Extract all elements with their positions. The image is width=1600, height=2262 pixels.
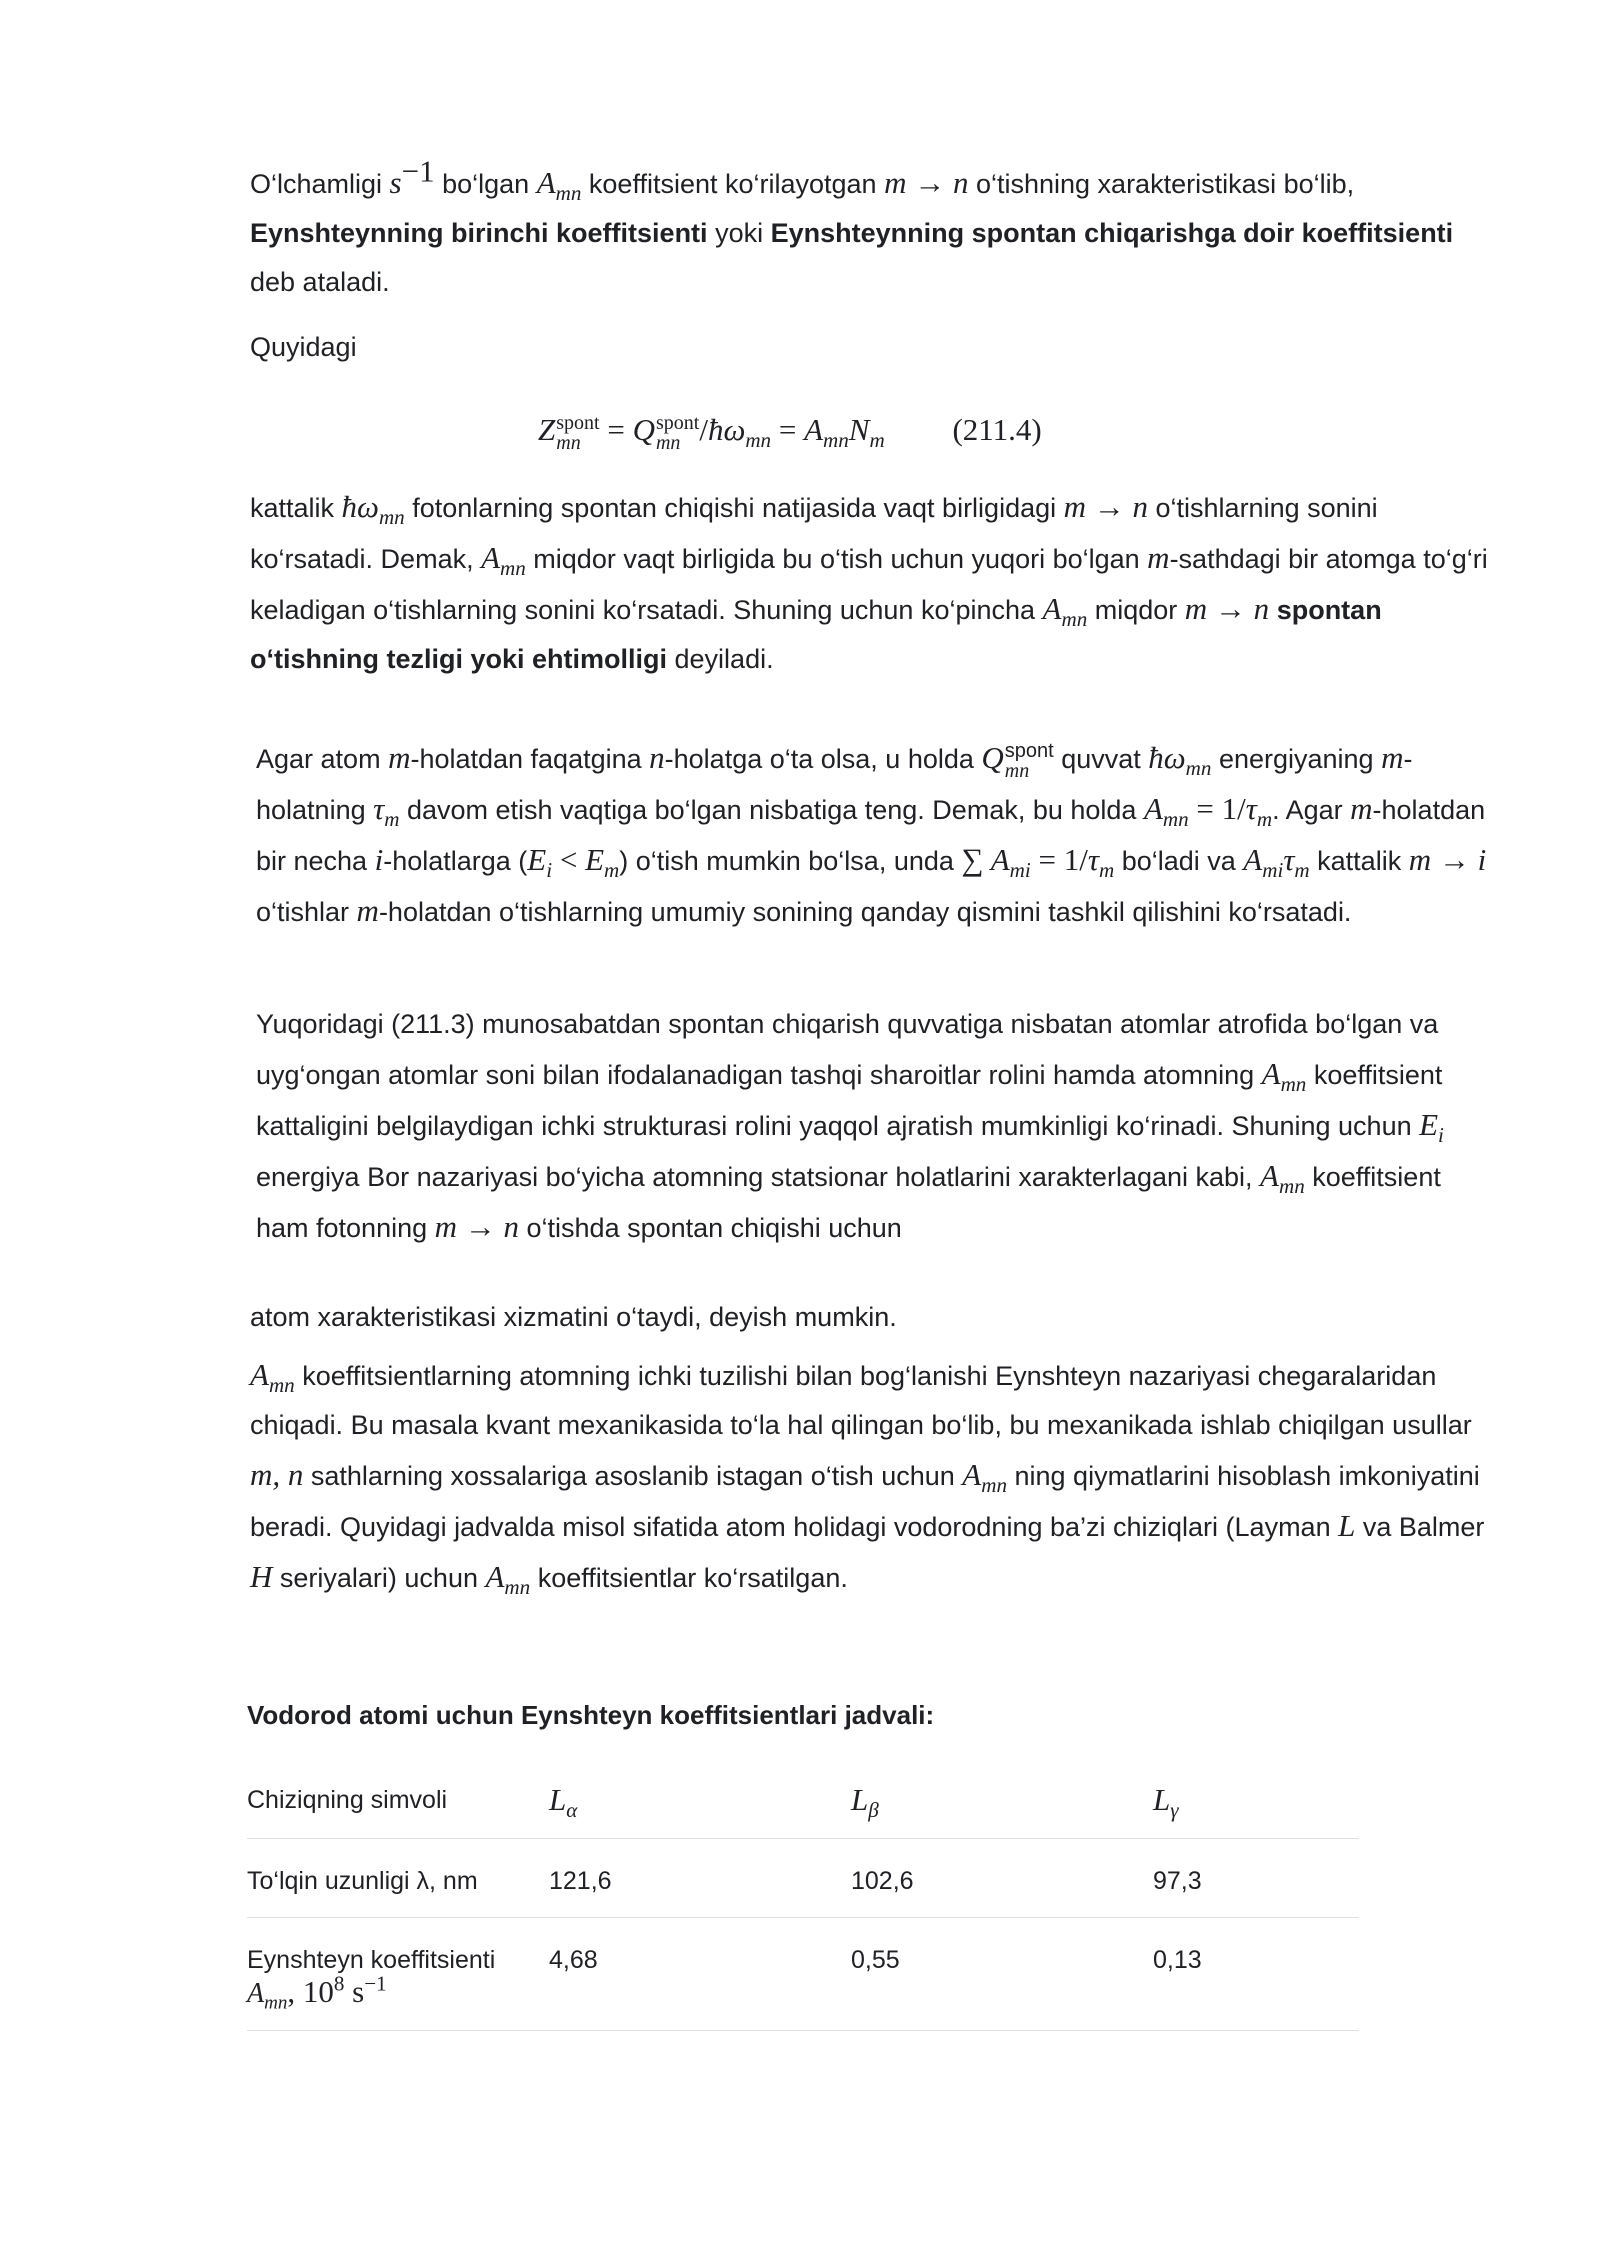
- row-unit-formula: $A_{mn}$, $10^8$ $s^{-1}$: [247, 1971, 387, 2014]
- text: -holatga o‘ta olsa, u holda: [664, 744, 982, 774]
- paragraph-conclusion: [250, 1293, 1490, 1342]
- bold-term-spontaneous-coefficient: Eynshteynning spontan chiqarishga doir koeffitsienti: [770, 218, 1454, 248]
- text: -holatlarga (: [383, 846, 528, 876]
- text: fotonlarning spontan chiqishi natijasida vaqt birligidagi: [404, 493, 1064, 523]
- row-label-wavelength: To‘lqin uzunligi λ, nm: [247, 1839, 549, 1918]
- text: Agar atom: [256, 744, 389, 774]
- text: quvvat: [1053, 744, 1149, 774]
- formula-amn: $A_{mn}$: [536, 165, 582, 206]
- text: -holatdan faqatgina: [410, 744, 650, 774]
- text: bo‘lgan: [434, 169, 537, 199]
- text: yoki: [707, 218, 771, 248]
- text: deyiladi.: [667, 644, 774, 674]
- paragraph-meaning: kattalik $ħ\omega_{mn}$ fotonlarning spontan chiqishi natijasida vaqt birligidagi m → n o‘tishlarning sonini ko‘rsatadi. Demak, $A_{mn}$ miqdor vaqt birligida bu o‘tish uchun yuqori bo‘lgan m-sathdagi bir atomga to‘g‘ri keladigan o‘tishlarning sonini ko‘rsatadi. Shuning uchun ko‘pincha $A_{mn}$ miqdor m → n spontan o‘tishning tezligi yoki ehtimolligi deyiladi.: [250, 489, 1488, 674]
- text: koeffitsient kattaligini belgilaydigan ichki strukturasi rolini yaqqol ajratish mumkinligi ko‘rinadi. Shuning uchun: [256, 1060, 1443, 1141]
- equation-number: (211.4): [952, 412, 1042, 447]
- header-l-beta: $L_\beta$: [851, 1758, 1153, 1839]
- paragraph-quantum: $A_{mn}$ koeffitsientlarning atomning ichki tuzilishi bilan bog‘lanishi Eynshteyn nazariyasi chegaralaridan chiqadi. Bu masala kvant mexanikasida to‘la hal qilingan bo‘lib, bu mexanikada ishlab chiqilgan usullar m, n sathlarning xossalariga asoslanib istagan o‘tish uchun $A_{mn}$ ning qiymatlarini hisoblash imkoniyatini beradi. Quyidagi jadvalda misol sifatida atom holidagi vodorodning ba’zi chiziqlari (Layman L va Balmer H seriyalari) uchun $A_{mn}$ koeffitsientlar ko‘rsatilgan.: [250, 1357, 1485, 1600]
- text: miqdor: [1087, 595, 1185, 625]
- einstein-coefficients-table: [247, 1758, 1359, 2031]
- table-header-row: [247, 1758, 1359, 1839]
- text: Yuqoridagi (211.3) munosabatdan spontan chiqarish quvvatiga nisbatan atomlar atrofida bo‘lgan va uyg‘ongan atomlar soni bilan ifodalanadigan tashqi sharoitlar rolini hamda atomning: [256, 1009, 1439, 1090]
- text: koeffitsient ham fotonning: [256, 1162, 1441, 1243]
- bold-term-first-coefficient: Eynshteynning birinchi koeffitsienti: [250, 218, 708, 248]
- text: va Balmer: [1355, 1512, 1485, 1542]
- text: miqdor vaqt birligida bu o‘tish uchun yuqori bo‘lgan: [525, 544, 1148, 574]
- text: sathlarning xossalariga asoslanib istagan o‘tish uchun: [303, 1461, 963, 1491]
- text: koeffitsientlar ko‘rsatilgan.: [530, 1563, 848, 1593]
- paragraph-conditions: Yuqoridagi (211.3) munosabatdan spontan chiqarish quvvatiga nisbatan atomlar atrofida bo‘lgan va uyg‘ongan atomlar soni bilan ifodalanadigan tashqi sharoitlar rolini hamda atomning $A_{mn}$ koeffitsient kattaligini belgilaydigan ichki strukturasi rolini yaqqol ajratish mumkinligi ko‘rinadi. Shuning uchun $E_i$ energiya Bor nazariyasi bo‘yicha atomning statsionar holatlarini xarakterlagani kabi, $A_{mn}$ koeffitsient ham fotonning m → n o‘tishda spontan chiqishi uchun: [256, 1009, 1444, 1244]
- text: energiya Bor nazariyasi bo‘yicha atomning statsionar holatlarini xarakterlagani kabi,: [256, 1162, 1261, 1192]
- header-l-alpha: $L_\alpha$: [549, 1758, 851, 1839]
- table-cell: 0,13: [1153, 1918, 1359, 2031]
- table-cell: 102,6: [851, 1839, 1153, 1918]
- table-cell: 4,68: [549, 1918, 851, 2031]
- text: ) o‘tish mumkin bo‘lsa, unda: [619, 846, 962, 876]
- header-l-gamma: $L_\gamma$: [1153, 1758, 1359, 1839]
- text: O‘lchamligi: [250, 169, 390, 199]
- header-label: Chiziqning simvoli: [247, 1758, 549, 1839]
- table-row: [247, 1839, 1359, 1918]
- paragraph-definition: [250, 153, 1490, 307]
- row-label-coefficient: Eynshteyn koeffitsienti $A_{mn}$, $10^8$ $s^{-1}$: [247, 1918, 549, 2031]
- paragraph-intro: [250, 323, 1490, 372]
- text: bo‘ladi va: [1114, 846, 1244, 876]
- formula-m-to-n: m → n: [884, 165, 969, 200]
- text: ning qiymatlarini hisoblash imkoniyatini beradi. Quyidagi jadvalda misol sifatida atom holidagi vodorodning ba’zi chiziqlari (Layman: [250, 1461, 1480, 1542]
- text: energiyaning: [1211, 744, 1382, 774]
- text: -sathdagi bir atomga to‘g‘ri keladigan o‘tishlarning sonini ko‘rsatadi. Shuning uchun ko‘pincha: [250, 544, 1488, 625]
- text: Quyidagi: [250, 332, 357, 362]
- text: koeffitsientlarning atomning ichki tuzilishi bilan bog‘lanishi Eynshteyn nazariyasi chegaralaridan chiqadi. Bu masala kvant mexanikasida to‘la hal qilingan bo‘lib, bu mexanikada ishlab chiqilgan usullar: [250, 1361, 1472, 1440]
- text: o‘tishlarning sonini ko‘rsatadi. Demak,: [250, 493, 1378, 574]
- text: kattalik: [1309, 846, 1409, 876]
- equation-211-4: Z spont mn = Q spont mn $/ħ\omega_{mn} = A_{mn}N_m$ (211.4): [538, 411, 1042, 454]
- text: . Agar: [1272, 795, 1351, 825]
- text: atom xarakteristikasi xizmatini o‘taydi, deyish mumkin.: [250, 1302, 897, 1332]
- table-cell: 97,3: [1153, 1839, 1359, 1918]
- text: davom etish vaqtiga bo‘lgan nisbatiga teng. Demak, bu holda: [399, 795, 1144, 825]
- text: deb ataladi.: [250, 267, 390, 297]
- text: o‘tishning xarakteristikasi bo‘lib,: [968, 169, 1355, 199]
- table-cell: 0,55: [851, 1918, 1153, 2031]
- formula-s-inverse: $s^{-1}$: [389, 153, 435, 200]
- text: -holatning: [256, 744, 1413, 825]
- text: -holatdan o‘tishlarning umumiy sonining qanday qismini tashkil qilishini ko‘rsatadi.: [378, 897, 1352, 927]
- table-title: Vodorod atomi uchun Eynshteyn koeffitsientlari jadvali:: [247, 1700, 935, 1730]
- text: o‘tishda spontan chiqishi uchun: [519, 1213, 902, 1243]
- text: seriyalari) uchun: [272, 1563, 486, 1593]
- table-row: [247, 1918, 1359, 2031]
- bold-term-rate: spontan o‘tishning tezligi yoki ehtimolligi: [250, 595, 1382, 674]
- text: kattalik: [250, 493, 342, 523]
- text: -holatdan bir necha: [256, 795, 1486, 876]
- table-cell: 121,6: [549, 1839, 851, 1918]
- paragraph-lifetime: Agar atom m-holatdan faqatgina n-holatga o‘ta olsa, u holda Q spont mn quvvat $ħ\omega_{mn}$ energiyaning m-holatning $\tau_m$ davom etish vaqtiga bo‘lgan nisbatiga teng. Demak, bu holda $A_{mn} = 1/\tau_m$. Agar m-holatdan bir necha i-holatlarga $(E_i < E_m)$ o‘tish mumkin bo‘lsa, unda ∑ $A_{mi} = 1/\tau_m$ bo‘ladi va $A_{mi}\tau_m$ kattalik m → i o‘tishlar m-holatdan o‘tishlarning umumiy sonining qanday qismini tashkil qilishini ko‘rsatadi.: [256, 739, 1487, 928]
- text: o‘tishlar: [256, 897, 357, 927]
- text: koeffitsient ko‘rilayotgan: [581, 169, 885, 199]
